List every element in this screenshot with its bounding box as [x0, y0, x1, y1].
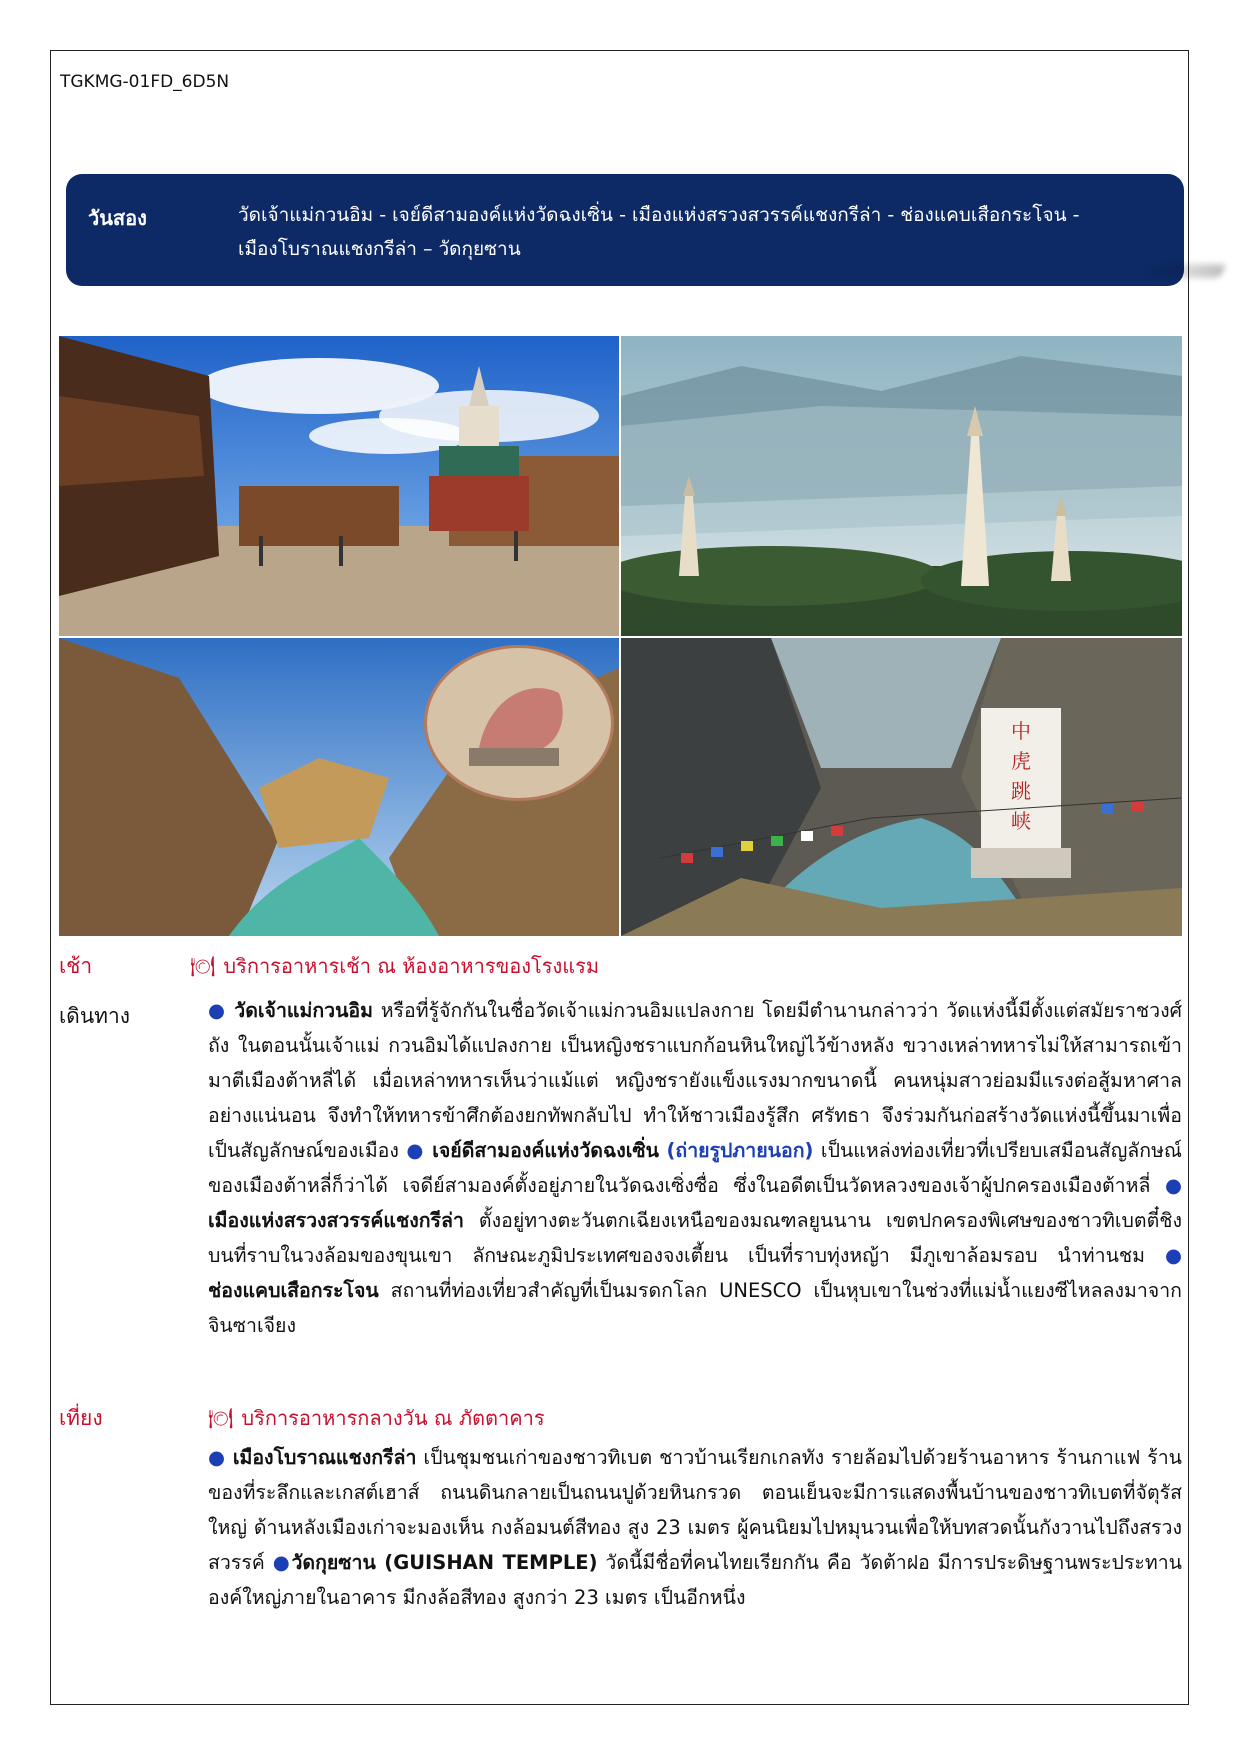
bullet-icon: ● — [208, 1446, 226, 1469]
svg-text:峡: 峡 — [1011, 809, 1031, 833]
lunch-meal — [208, 1402, 545, 1434]
bullet-icon: ● — [208, 999, 227, 1022]
tiger-leaping-gorge-stone-photo — [621, 638, 1182, 936]
travel-label: เดินทาง — [59, 1004, 131, 1028]
old-town-stupa-photo — [59, 336, 619, 636]
three-pagodas-photo — [621, 336, 1182, 636]
day-route — [238, 198, 1148, 266]
route-line-1: วัดเจ้าแม่กวนอิม - เจย์ดีสามองค์แห่งวัดฉงเซิ่น - เมืองแห่งสรวงสวรรค์แชงกรีล่า - ช่องแคบเสือกระโจน - — [238, 204, 1080, 226]
place-tiger-leaping-gorge: ช่องแคบเสือกระโจน — [208, 1279, 379, 1302]
svg-text:中: 中 — [1011, 719, 1031, 743]
breakfast-label: เช้า — [59, 954, 93, 978]
svg-text:跳: 跳 — [1011, 779, 1031, 803]
day-banner — [66, 174, 1184, 286]
place-guanyin-temple: วัดเจ้าแม่กวนอิม — [234, 999, 373, 1022]
fork-knife-icon: 🍽 — [190, 954, 216, 978]
place-shangri-la: เมืองแห่งสรวงสวรรค์แชงกรีล่า — [208, 1209, 464, 1232]
bullet-icon: ● — [1164, 1244, 1182, 1267]
old-town-description: เป็นชุมชนเก่าของชาวทิเบต ชาวบ้านเรียกเกลทัง รายล้อมไปด้วยร้านอาหาร ร้านกาแฟ ร้านของที่ระลึกและเกสต์เฮาส์ ถนนดินกลายเป็นถนนปูด้วยหินกรวด ตอนเย็นจะมีการแสดงพื้นบ้านของชาวทิเบตที่จัตุรัสใหญ่ ด้านหลังเมืองเก่าจะมองเห็น กงล้อมนต์สีทอง สูง 23 เมตร ผู้คนนิยมไปหมุนวนเพื่อให้บทสวดนั้นกังวานไปถึงสรวงสวรรค์ — [208, 1446, 1182, 1574]
place-old-town-shangri-la: เมืองโบราณแชงกรีล่า — [232, 1446, 417, 1469]
travel-paragraph — [208, 993, 1182, 1343]
svg-text:虎: 虎 — [1011, 749, 1031, 773]
lunch-label: เที่ยง — [59, 1406, 103, 1430]
gorge-tiger-statue-photo — [59, 638, 619, 936]
bullet-icon: ● — [406, 1139, 425, 1162]
lunch-text: บริการอาหารกลางวัน ณ ภัตตาคาร — [241, 1406, 545, 1430]
guanyin-description: หรือที่รู้จักกันในชื่อวัดเจ้าแม่กวนอิมแปลงกาย โดยมีตำนานกล่าวว่า วัดแห่งนี้มีตั้งแต่สมัยราชวงศ์ถัง ในตอนนั้นเจ้าแม่ กวนอิมได้แปลงกาย เป็นหญิงชราแบกก้อนหินใหญ่ไว้ข้างหลัง ขวางเหล่าทหารไม่ให้สามารถเข้ามาตีเมืองต้าหลี่ได้ เมื่อเหล่าทหารเห็นว่าแม้แต่ หญิงชรายังแข็งแรงมากขนาดนี้ คนหนุ่มสาวย่อมมีแรงต่อสู้มหาศาลอย่างแน่นอน จึงทำให้ทหารข้าศึกต้องยกทัพกลับไป ทำให้ชาวเมืองรู้สึก ศรัทธา จึงร่วมกันก่อสร้างวัดแห่งนี้ขึ้นมาเพื่อเป็นสัญลักษณ์ของเมือง — [208, 999, 1183, 1162]
place-guishan-temple: วัดกุยซาน (GUISHAN TEMPLE) — [291, 1551, 598, 1574]
route-line-2: เมืองโบราณแชงกรีล่า – วัดกุยซาน — [238, 238, 521, 260]
three-pagodas-description: เป็นแหล่งท่องเที่ยวที่เปรียบเสมือนสัญลักษณ์ของเมืองต้าหลี่ก็ว่าได้ เจดีย์สามองค์ตั้งอยู่ภายในวัดฉงเซิ่งซื่อ ซึ่งในอดีตเป็นวัดหลวงของเจ้าผู้ปกครองเมืองต้าหลี่ — [208, 1139, 1183, 1197]
photo-note: (ถ่ายรูปภายนอก) — [666, 1139, 814, 1162]
document-code: TGKMG-01FD_6D5N — [60, 72, 230, 92]
breakfast-meal — [190, 950, 599, 982]
afternoon-paragraph — [208, 1440, 1182, 1615]
place-three-pagodas: เจย์ดีสามองค์แห่งวัดฉงเซิ่น — [432, 1139, 659, 1162]
tiger-leaping-gorge-description: สถานที่ท่องเที่ยวสำคัญที่เป็นมรดกโลก UNESCO เป็นหุบเขาในช่วงที่แม่น้ำแยงซีไหลลงมาจากจินซาเจียง — [208, 1279, 1182, 1337]
shangri-la-description: ตั้งอยู่ทางตะวันตกเฉียงเหนือของมณฑลยูนนาน เขตปกครองพิเศษของชาวทิเบตตี๋ชิง บนที่ราบในวงล้อมของขุนเขา ลักษณะภูมิประเทศของจงเตี้ยน เป็นที่ราบทุ่งหญ้า มีภูเขาล้อมรอบ นำท่านชม — [208, 1209, 1182, 1267]
fork-knife-icon: 🍽 — [208, 1406, 234, 1430]
guishan-description: วัดนี้มีชื่อที่คนไทยเรียกกัน คือ วัดต้าฝอ มีการประดิษฐานพระประทานองค์ใหญ่ภายในอาคาร มีกงล้อสีทอง สูงกว่า 23 เมตร เป็นอีกหนึ่ง — [208, 1551, 1182, 1609]
photo-collage — [59, 336, 1182, 936]
bullet-icon: ● — [1164, 1174, 1182, 1197]
breakfast-text: บริการอาหารเช้า ณ ห้องอาหารของโรงแรม — [223, 954, 600, 978]
banner-shadow — [1131, 264, 1226, 278]
bullet-icon: ● — [272, 1551, 292, 1574]
day-label: วันสอง — [88, 206, 147, 230]
